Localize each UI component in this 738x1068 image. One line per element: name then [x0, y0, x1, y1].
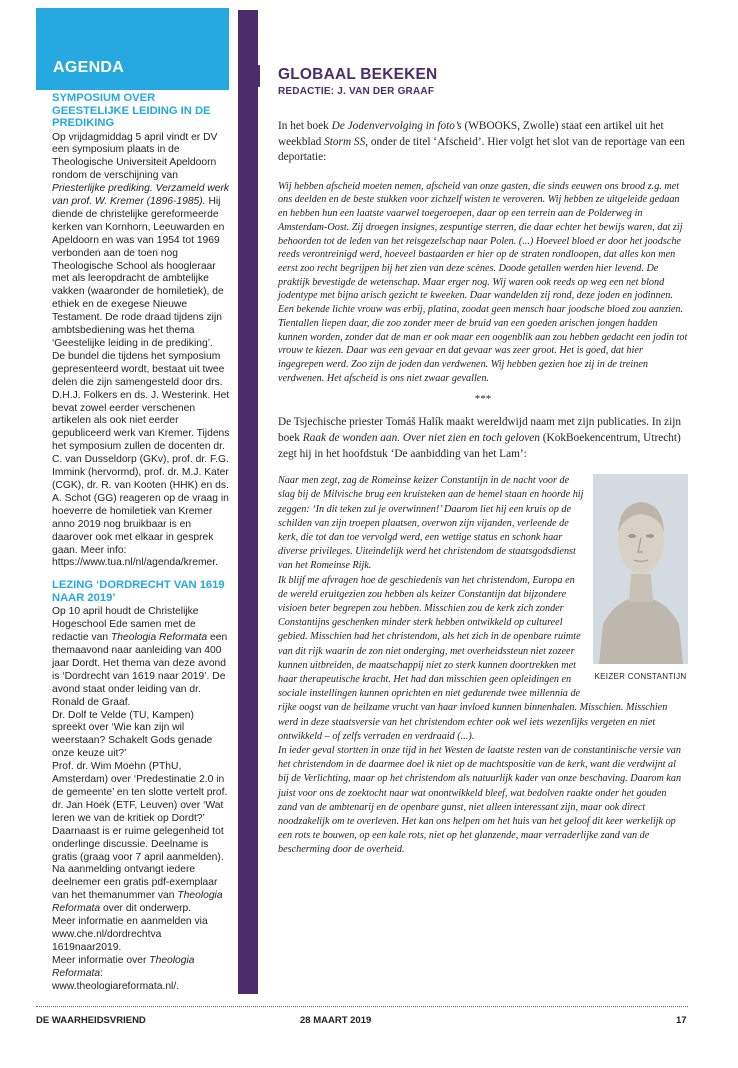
text-run: een themaavond naar aanleiding van 400 jaar Dordt. Het thema van deze avond is ‘Dordrecht van 1619 naar 2019’. De avond staat onder leiding van dr. Ronald de Graaf. [52, 632, 228, 708]
journal-title: Theologia Reformata [52, 890, 223, 915]
book-title: Raak de wonden aan. Over niet zien en toch geloven [302, 431, 540, 444]
lezing-paragraph: Dr. Dolf te Velde (TU, Kampen) spreekt over ‘Wie kan zijn wil weerstaan? Schakelt Gods genade onze keuze uit?’ [52, 709, 213, 760]
lezing-heading: LEZING ‘DORDRECHT VAN 1619 NAAR 2019’ [52, 579, 225, 604]
journal-title: Theologia Reformata [110, 632, 208, 644]
intro-paragraph [278, 119, 688, 166]
lezing-paragraph [52, 955, 230, 994]
footer-divider [36, 1006, 688, 1007]
agenda-header [36, 8, 229, 90]
text-run: (WBOOKS, Zwolle) staat een artikel uit het weekblad [278, 120, 664, 148]
symposium-heading: SYMPOSIUM OVER GEESTELIJKE LEIDING IN DE PREDIKING [52, 92, 211, 129]
text-run: : www.theologiareformata.nl/. [52, 967, 180, 992]
quote-paragraph: Ik blijf me afvragen hoe de geschiedenis van het christendom, Europa en de wereld eruitgezien zou hebben als keizer Constantijn dat bijzondere visioen beter begrepen zou hebben. Misschien zou de kerk zich zonder Constantijns geschenken minder sterk hebben ontwikkeld op cultureel gebied. Misschien had het christendom, als het zich in de openbare ruimte van dit rijk waarin de zon niet onderging, met overheidssteun niet zozeer kunnen uitbreiden, de maatschappij niet zo sterk kunnen doortrekken met haar therapeutische kracht. Het had dan misschien geen opleidingen en sociale instellingen kunnen oprichten en niet gedurende twee millennia de rijke oogst van de heilzame vrucht van haar invloed kunnen binnenhalen. Misschien. Misschien werd in deze staatsversie van het christendom echter ook wel iets wezenlijks vergeten en niet ontwikkeld – of zelfs verraden en verdraaid (...). [278, 574, 668, 742]
text-run: De Tsjechische priester Tomáš Halík maakt wereldwijd naam met zijn publicaties. In zijn boek [278, 416, 681, 444]
text-run: over dit onderwerp. [100, 903, 192, 915]
deportation-quote: Wij hebben afscheid moeten nemen, afscheid van onze gasten, die sinds eeuwen ons brood z.g. met ons deelden en de beste stukken voor zichzelf wisten te veroveren. Wij hebben ze uitgeleide gedaan en hebben hun een laatste vaarwel toegeroepen, daar op een terrein aan de Polderweg in Amsterdam-Oost. Zij droegen insignes, zespuntige sterren, die daar echter het bewijs waren, dat zij behoorden tot de leden van het reisgezelschap naar Polen. (...) Hoeveel bloed er door het joodsche reeds verontreinigd werd, hoeveel bastaarden er hier op de straten rondloopen, dat alles kon men eerst zoo recht begrijpen bij het zien van deze scènes. Doode getallen werden hier levend. De praktijk bevestigde de wetenschap. Maar erger nog. Wij waren ook reeds op weg een net blond jodentype met bijna arisch gezicht te kweeken. Daar wandelden zij rond, deze joden en jodinnen. Een bekende lichte vrouw was erbij, platina, zoodat geen mensch haar joodsche bloed zou aanzien. Tientallen liepen daar, die zoo zonder meer de bruid van een goeden arischen jongen hadden kunnen worden, zonder dat de man er ook maar een oogenblik aan zou hebben gedacht een jodin tot vrouw te kiezen. Daar was een gevaar en dat gevaar was zeer groot. Het is goed, dat hier ingegrepen werd. Zoo zijn de joden dan verdwenen. Wij hebben gezien hoe zij in de treinen verdwenen. Het afscheid is ons niet zwaar gevallen. [278, 180, 688, 384]
section-title: GLOBAAL BEKEKEN [278, 66, 438, 83]
section-editor: REDACTIE: J. VAN DER GRAAF [278, 86, 435, 97]
text-run: Daarnaast is er ruime gelegenheid tot onderlinge discussie. Deelname is gratis (graag voor 7 april aanmelden). Na aanmelding ontvangt iedere deelnemer een gratis pdf-exemplaar van het themanummer van [52, 825, 224, 902]
text-run: In het boek [278, 120, 332, 132]
text-run: , onder de titel ‘Afscheid’. Hier volgt het slot van de reportage van een deportatie: [278, 135, 685, 164]
agenda-column [52, 90, 230, 994]
lezing-body [52, 604, 230, 993]
agenda-title: AGENDA [53, 59, 125, 76]
lezing-paragraph: Prof. dr. Wim Moehn (PThU, Amsterdam) over ‘Predestinatie 2.0 in de gemeente’ en ten slotte vertelt prof. dr. Jan Hoek (ETF, Leuven) over ‘Wat leren we van de kritiek op Dordt?’ [52, 761, 228, 824]
quote-paragraph: In ieder geval stortten in onze tijd in het Westen de laatste resten van de constantinische versie van het christendom in de daarmee doel ik niet op de machtspositie van de kerk, want die verdwijnt al bij de Verlichting, maar op het christendom als natuurlijk kader van onze beschaving. Daarom kan juist voor ons de zoektocht naar wat onontwikkeld bleef, wat bedolven raakte onder het gouden zand van de ambtenarij en de openbare gunst, niet alleen interessant zijn, maar ook direct noodzakelijk om te overleven. Het kan ons helpen om het huis van het geloof dit keer werkelijk op een rots te bouwen, op een kale rots, niet op het glanzende, maar verraderlijke zand van de bescherming door de overheid. [278, 744, 682, 856]
main-column [278, 66, 688, 858]
book-title: Priesterlijke prediking. Verzameld werk van prof. W. Kremer (1896-1985). [52, 183, 230, 208]
text-run: Hij diende de christelijke gereformeerde kerken van Kornhorn, Leeuwarden en Apeldoorn en was van 1954 tot 1969 verbonden aan de toen nog Theologische School als hoogleraar met als leeropdracht de ambtelijke vakken (waaronder de homiletiek), de ethiek en de exegese Nieuwe Testament. De rode draad tijdens zijn ambtsbediening was het thema ‘Geestelijke leiding in de prediking’. [52, 196, 225, 349]
half-circle-icon [249, 65, 271, 87]
text-run: Meer informatie over [52, 954, 150, 966]
book-title: De Jodenvervolging in foto’s [331, 120, 462, 132]
symposium-paragraph: De bundel die tijdens het symposium gepresenteerd wordt, bestaat uit twee delen die zijn samengesteld door drs. D.H.J. Folkers en ds. J. Westerink. Het bevat zowel eerder verschenen artikelen als ook niet eerder gepubliceerd werk van Kremer. Tijdens het symposium zullen de docenten dr. C. van Dusseldorp (GKv), prof. dr. F.G. Immink (hervormd), prof. dr. M.J. Kater (CGK), dr. R. van Kooten (HHK) en ds. A. Schot (GG) reageren op de vraag in hoeverre de homiletiek van Kremer anno 2019 nog bruikbaar is en daarover ook met elkaar in gesprek gaan. Meer info: https://www.tua.nl/nl/agenda/kremer. [52, 350, 230, 569]
lezing-paragraph: Meer informatie en aanmelden via www.che.nl/dordrechtva 1619naar2019. [52, 916, 208, 953]
magazine-title: Storm SS [324, 135, 366, 148]
constantine-bust-image [593, 474, 688, 664]
text-run: Op 10 april houdt de Christelijke Hogeschool Ede samen met de redactie van [52, 606, 199, 644]
text-run: Op vrijdagmiddag 5 april vindt er DV een symposium plaats in de Theologische Universiteit Apeldoorn rondom de verschijning van [52, 131, 218, 182]
symposium-paragraph [52, 132, 230, 351]
symposium-body [52, 130, 230, 571]
constantine-figure [593, 474, 688, 684]
halik-quote [278, 474, 688, 857]
halik-intro [278, 415, 688, 462]
purple-divider [238, 10, 258, 994]
lezing-paragraph [52, 606, 230, 709]
image-caption: KEIZER CONSTANTIJN [594, 672, 687, 682]
issue-date: 28 MAART 2019 [300, 1015, 372, 1026]
page-number: 17 [676, 1015, 687, 1026]
bust-illustration [593, 474, 688, 664]
journal-title: Theologia Reformata [52, 954, 195, 979]
lezing-paragraph [52, 826, 230, 916]
text-run: (KokBoekencentrum, Utrecht) zegt hij in het hoofdstuk ‘De aanbidding van het Lam’: [278, 431, 681, 460]
quote-paragraph: Naar men zegt, zag de Romeinse keizer Constantijn in de nacht voor de slag bij de Milvische brug een kruisteken aan de hemel staan en hoorde hij zeggen: ‘In dit teken zul je overwinnen!’ Daarom liet hij een kruis op de schilden van zijn troepen plaatsen, overwon zijn vijanden, verleende de kerk, die tot dan toe vervolgd werd, een wettige status en schonk haar diverse privileges. Uiteindelijk werd het christendom de staatsgodsdienst van het Romeinse Rijk. [278, 475, 584, 572]
separator: *** [474, 393, 492, 406]
publication-name: DE WAARHEIDSVRIEND [36, 1015, 146, 1026]
